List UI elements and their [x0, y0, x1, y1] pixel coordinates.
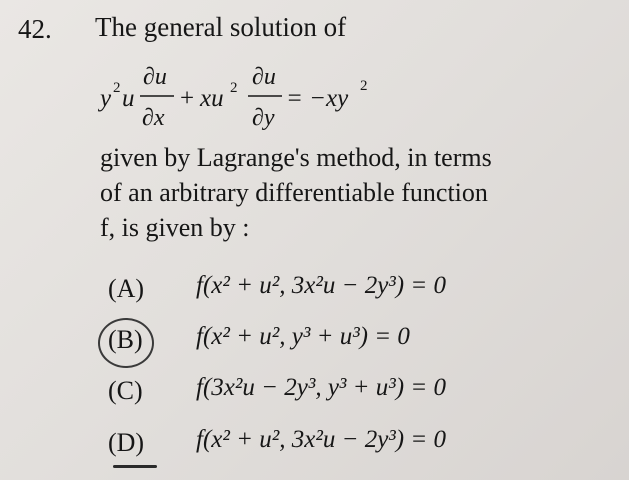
eq-du-2: ∂u: [252, 64, 276, 90]
eq-dx: ∂x: [142, 105, 165, 131]
description-line: of an arbitrary differentiable function: [100, 178, 488, 207]
option-label: (A): [108, 274, 145, 303]
eq-plus: +: [180, 85, 195, 112]
option-a[interactable]: [108, 272, 608, 316]
option-expression: f(3x²u − 2y³, y³ + u³) = 0: [196, 374, 446, 401]
option-label: (B): [108, 325, 143, 354]
eq-term1-exp: 2: [113, 80, 121, 96]
option-label: (C): [108, 376, 143, 405]
option-d-underline-mark: [113, 465, 157, 468]
option-b[interactable]: [108, 323, 608, 367]
eq-dy: ∂y: [252, 105, 275, 131]
eq-term1-tail: u: [122, 85, 135, 112]
option-label: (D): [108, 428, 145, 457]
question-title: The general solution of: [95, 12, 347, 42]
eq-rhs: = −xy: [286, 85, 349, 112]
option-d[interactable]: [108, 426, 608, 470]
option-expression: f(x² + u², 3x²u − 2y³) = 0: [196, 272, 446, 299]
eq-term2: xu: [200, 85, 224, 112]
eq-rhs-exp: 2: [360, 78, 368, 94]
pde-equation-svg: [100, 62, 380, 142]
option-expression: f(x² + u², 3x²u − 2y³) = 0: [196, 426, 446, 453]
eq-du-1: ∂u: [143, 64, 167, 90]
pde-equation: [100, 62, 380, 142]
eq-term2-exp: 2: [230, 80, 238, 96]
description-line: f, is given by :: [100, 213, 250, 242]
option-c[interactable]: [108, 374, 608, 418]
option-expression: f(x² + u², y³ + u³) = 0: [196, 323, 410, 350]
question-number: 42.: [18, 14, 52, 44]
eq-term1: y: [100, 85, 112, 112]
question-description: [100, 140, 620, 245]
description-line: given by Lagrange's method, in terms: [100, 143, 492, 172]
